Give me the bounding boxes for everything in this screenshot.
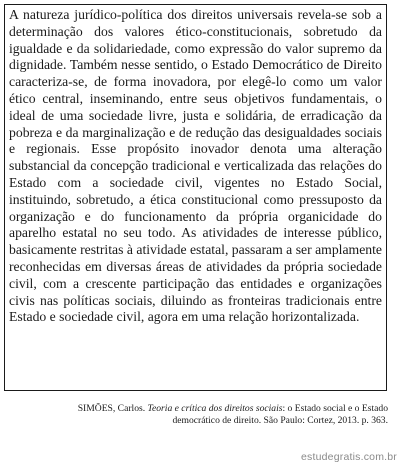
- citation-author: SIMÕES, Carlos.: [77, 403, 146, 414]
- passage-text: A natureza jurídico-política dos direitos universais revela-se sob a determinação dos valores ético-constitucionais, sobretudo da igualdade e da solidariedade, como expressão do valor supremo da dignidade. Também nesse sentido, o Estado Democrático de Direito caracteriza-se, de forma inovadora, por elegê-lo como um valor ético central, inseminando, entre seus objetivos fundamentais, o ideal de uma sociedade livre, justa e solidária, de erradicação da pobreza e da marginalização e de redução das desigualdades sociais e regionais. Esse propósito inovador denota uma alteração substancial da concepção tradicional e verticalizada das relações do Estado com a sociedade civil, vigentes no Estado Social, instituindo, sobretudo, a ética constitucional como pressuposto da organização e do funcionamento da própria organicidade do aparelho estatal no seu todo. As atividades de interesse público, basicamente restritas à atividade estatal, passaram a ser amplamente reconhecidas em diversas áreas de atividades da própria sociedade civil, com a crescente participação das entidades e organizações civis nas políticas sociais, diluindo as fronteiras tradicionais entre Estado e sociedade civil, agora em uma relação horizontalizada.: [9, 7, 382, 325]
- watermark: estudegratis.com.br: [300, 451, 397, 463]
- citation: [30, 403, 388, 427]
- citation-subtitle: : o Estado social e o Estado: [282, 403, 388, 414]
- citation-title: Teoria e crítica dos direitos sociais: [147, 403, 283, 414]
- citation-publication: democrático de direito. São Paulo: Cortez, 2013. p. 363.: [172, 415, 388, 426]
- passage-box: [4, 4, 387, 391]
